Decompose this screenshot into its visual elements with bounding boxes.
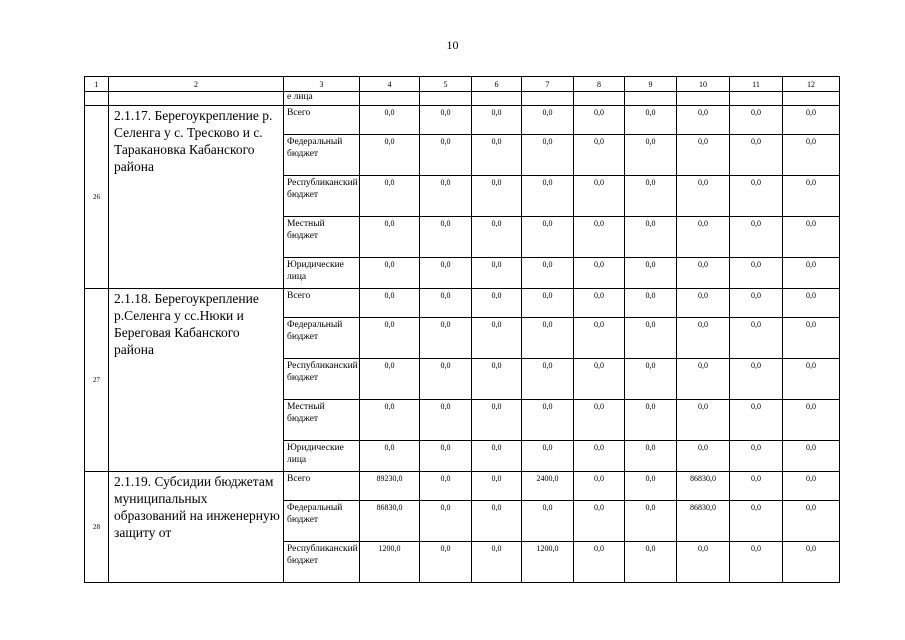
continuation-label: е лица	[284, 92, 360, 106]
funding-source: Федеральный бюджет	[284, 318, 360, 359]
value-cell: 0,0	[730, 289, 783, 318]
value-cell: 0,0	[783, 258, 840, 289]
funding-source: Федеральный бюджет	[284, 135, 360, 176]
value-cell: 0,0	[360, 359, 420, 400]
header-cell: 1	[85, 77, 109, 92]
value-cell: 0,0	[522, 400, 574, 441]
value-cell: 0,0	[420, 359, 472, 400]
table-row	[85, 289, 840, 318]
value-cell: 86830,0	[677, 472, 730, 501]
value-cell: 0,0	[360, 135, 420, 176]
funding-source: Республиканский бюджет	[284, 359, 360, 400]
funding-source: Всего	[284, 106, 360, 135]
measure-name: 2.1.19. Субсидии бюджетам муниципальных образований на инженерную защиту от	[109, 472, 284, 583]
header-row	[85, 77, 840, 92]
value-cell: 0,0	[625, 472, 677, 501]
value-cell: 0,0	[677, 106, 730, 135]
value-cell: 1200,0	[360, 542, 420, 583]
funding-source: Местный бюджет	[284, 400, 360, 441]
value-cell: 0,0	[625, 289, 677, 318]
value-cell: 0,0	[730, 501, 783, 542]
value-cell: 0,0	[574, 318, 625, 359]
value-cell: 0,0	[730, 106, 783, 135]
value-cell: 0,0	[574, 106, 625, 135]
funding-source: Всего	[284, 472, 360, 501]
value-cell: 0,0	[472, 472, 522, 501]
value-cell: 0,0	[420, 318, 472, 359]
value-cell: 0,0	[574, 359, 625, 400]
row-number: 26	[85, 106, 109, 289]
header-cell: 7	[522, 77, 574, 92]
value-cell: 0,0	[625, 176, 677, 217]
value-cell: 0,0	[360, 400, 420, 441]
value-cell: 0,0	[677, 289, 730, 318]
value-cell: 0,0	[730, 217, 783, 258]
value-cell: 0,0	[420, 501, 472, 542]
value-cell: 0,0	[360, 441, 420, 472]
value-cell: 0,0	[522, 106, 574, 135]
value-cell: 0,0	[420, 441, 472, 472]
value-cell: 0,0	[677, 258, 730, 289]
value-cell: 0,0	[522, 289, 574, 318]
value-cell: 0,0	[574, 542, 625, 583]
value-cell: 0,0	[360, 318, 420, 359]
value-cell: 0,0	[783, 135, 840, 176]
value-cell: 0,0	[783, 106, 840, 135]
value-cell: 0,0	[625, 441, 677, 472]
funding-source: Юридические лица	[284, 441, 360, 472]
value-cell: 0,0	[574, 472, 625, 501]
value-cell: 0,0	[730, 176, 783, 217]
value-cell: 86830,0	[360, 501, 420, 542]
value-cell: 0,0	[472, 501, 522, 542]
value-cell: 0,0	[677, 217, 730, 258]
value-cell: 0,0	[677, 318, 730, 359]
header-cell: 5	[420, 77, 472, 92]
value-cell: 0,0	[730, 400, 783, 441]
value-cell: 0,0	[574, 501, 625, 542]
funding-source: Всего	[284, 289, 360, 318]
table-row	[85, 472, 840, 501]
value-cell: 0,0	[360, 176, 420, 217]
value-cell: 0,0	[574, 176, 625, 217]
value-cell: 0,0	[677, 135, 730, 176]
funding-source: Республиканский бюджет	[284, 542, 360, 583]
measure-name: 2.1.17. Берегоукрепление р. Селенга у с. Тресково и с. Таракановка Кабанского района	[109, 106, 284, 289]
value-cell: 0,0	[730, 359, 783, 400]
value-cell: 0,0	[730, 542, 783, 583]
value-cell: 0,0	[574, 441, 625, 472]
value-cell: 0,0	[574, 400, 625, 441]
value-cell: 89230,0	[360, 472, 420, 501]
value-cell: 0,0	[522, 441, 574, 472]
value-cell: 0,0	[677, 542, 730, 583]
value-cell: 0,0	[472, 176, 522, 217]
value-cell: 0,0	[625, 217, 677, 258]
funding-source: Местный бюджет	[284, 217, 360, 258]
value-cell: 0,0	[420, 176, 472, 217]
value-cell: 0,0	[677, 176, 730, 217]
value-cell: 0,0	[625, 318, 677, 359]
value-cell: 0,0	[420, 106, 472, 135]
value-cell: 0,0	[730, 441, 783, 472]
funding-source: Юридические лица	[284, 258, 360, 289]
value-cell: 0,0	[472, 441, 522, 472]
row-number: 28	[85, 472, 109, 583]
value-cell: 0,0	[783, 400, 840, 441]
value-cell: 0,0	[783, 176, 840, 217]
value-cell: 0,0	[574, 289, 625, 318]
value-cell: 0,0	[783, 501, 840, 542]
value-cell: 0,0	[783, 217, 840, 258]
value-cell: 0,0	[677, 400, 730, 441]
continuation-row	[85, 92, 840, 106]
header-cell: 12	[783, 77, 840, 92]
value-cell: 0,0	[472, 318, 522, 359]
value-cell: 0,0	[730, 135, 783, 176]
row-number: 27	[85, 289, 109, 472]
value-cell: 0,0	[420, 135, 472, 176]
value-cell: 0,0	[730, 318, 783, 359]
value-cell: 0,0	[472, 258, 522, 289]
table-row	[85, 106, 840, 135]
value-cell: 0,0	[472, 106, 522, 135]
value-cell: 0,0	[677, 441, 730, 472]
value-cell: 0,0	[574, 135, 625, 176]
funding-source: Республиканский бюджет	[284, 176, 360, 217]
value-cell: 0,0	[730, 472, 783, 501]
value-cell: 0,0	[522, 318, 574, 359]
value-cell: 0,0	[522, 217, 574, 258]
value-cell: 0,0	[420, 472, 472, 501]
value-cell: 0,0	[783, 542, 840, 583]
value-cell: 0,0	[420, 217, 472, 258]
value-cell: 0,0	[472, 135, 522, 176]
value-cell: 0,0	[625, 542, 677, 583]
value-cell: 0,0	[625, 501, 677, 542]
value-cell: 0,0	[522, 135, 574, 176]
value-cell: 0,0	[360, 289, 420, 318]
value-cell: 0,0	[625, 400, 677, 441]
value-cell: 0,0	[522, 176, 574, 217]
value-cell: 0,0	[783, 289, 840, 318]
header-cell: 8	[574, 77, 625, 92]
value-cell: 0,0	[420, 258, 472, 289]
value-cell: 0,0	[783, 441, 840, 472]
value-cell: 0,0	[472, 217, 522, 258]
value-cell: 0,0	[522, 501, 574, 542]
value-cell: 0,0	[472, 289, 522, 318]
value-cell: 0,0	[360, 258, 420, 289]
header-cell: 4	[360, 77, 420, 92]
value-cell: 0,0	[625, 106, 677, 135]
value-cell: 0,0	[522, 359, 574, 400]
value-cell: 0,0	[360, 106, 420, 135]
funding-source: Федеральный бюджет	[284, 501, 360, 542]
value-cell: 0,0	[625, 359, 677, 400]
value-cell: 0,0	[677, 359, 730, 400]
value-cell: 0,0	[574, 217, 625, 258]
value-cell: 0,0	[360, 217, 420, 258]
value-cell: 2400,0	[522, 472, 574, 501]
value-cell: 0,0	[625, 135, 677, 176]
value-cell: 0,0	[420, 542, 472, 583]
value-cell: 0,0	[420, 400, 472, 441]
measure-name: 2.1.18. Берегоукрепление р.Селенга у сс.Нюки и Береговая Кабанского района	[109, 289, 284, 472]
value-cell: 0,0	[472, 359, 522, 400]
value-cell: 0,0	[783, 472, 840, 501]
value-cell: 0,0	[730, 258, 783, 289]
header-cell: 9	[625, 77, 677, 92]
value-cell: 0,0	[783, 359, 840, 400]
value-cell: 0,0	[783, 318, 840, 359]
value-cell: 0,0	[472, 400, 522, 441]
value-cell: 0,0	[522, 258, 574, 289]
page-number: 10	[446, 38, 459, 52]
value-cell: 0,0	[420, 289, 472, 318]
header-cell: 2	[109, 77, 284, 92]
value-cell: 1200,0	[522, 542, 574, 583]
header-cell: 11	[730, 77, 783, 92]
value-cell: 0,0	[472, 542, 522, 583]
header-cell: 3	[284, 77, 360, 92]
header-cell: 10	[677, 77, 730, 92]
value-cell: 0,0	[625, 258, 677, 289]
value-cell: 86830,0	[677, 501, 730, 542]
header-cell: 6	[472, 77, 522, 92]
value-cell: 0,0	[574, 258, 625, 289]
budget-table	[84, 76, 840, 583]
